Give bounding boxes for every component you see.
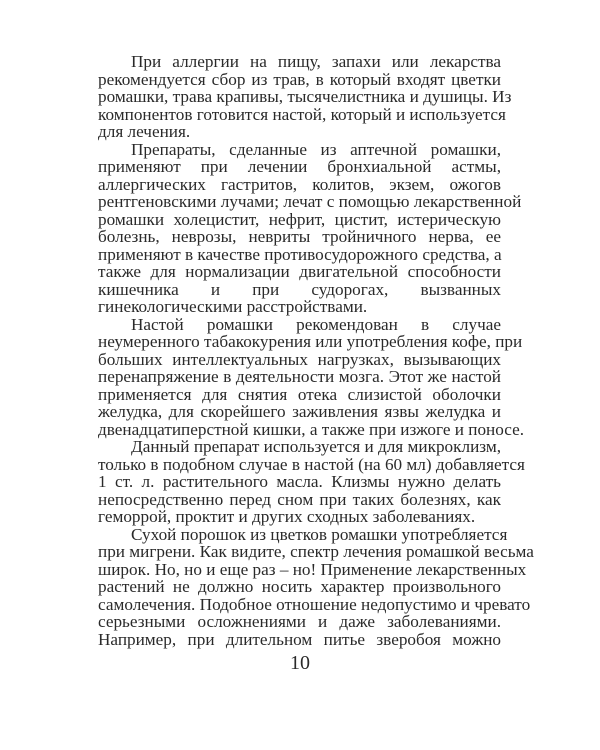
text-line: желудка, для скорейшего заживления язвы желудка и: [98, 402, 501, 421]
text-line: только в подобном случае в настой (на 60 мл) добавляется: [98, 454, 525, 474]
text-line: для лечения.: [98, 122, 191, 141]
paragraph: [98, 437, 525, 526]
text-line: Данный препарат используется и для микроклизм,: [131, 437, 501, 456]
text-line: применяют при лечении бронхиальной астмы,: [98, 157, 501, 176]
text-line: болезнь, неврозы, невриты тройничного нерва, ее: [98, 227, 501, 246]
text-line: самолечения. Подобное отношение недопустимо и чревато: [98, 594, 531, 614]
text-line: 1 ст. л. растительного масла. Клизмы нужно делать: [98, 472, 501, 491]
text-line: гинекологическими расстройствами.: [98, 297, 368, 316]
text-line: растений не должно носить характер произвольного: [98, 577, 501, 596]
paragraph: [98, 52, 512, 141]
text-line: применяется для снятия отека слизистой оболочки: [98, 384, 501, 404]
text-line: Настой ромашки рекомендован в случае: [131, 314, 501, 334]
paragraph: [98, 524, 534, 649]
text-line: перенапряжение в деятельности мозга. Этот же настой: [98, 367, 501, 386]
text-line: рекомендуется сбор из трав, в который входят цветки: [98, 69, 501, 89]
text-line: кишечника и при судорогах, вызванных: [98, 279, 501, 299]
text-line: при мигрени. Как видите, спектр лечения ромашкой весьма: [98, 542, 534, 561]
text-line: применяют в качестве противосудорожного средства, а: [98, 244, 502, 264]
body-text: [98, 52, 534, 649]
text-line: также для нормализации двигательной способности: [98, 262, 501, 281]
text-line: ромашки холецистит, нефрит, цистит, истерическую: [98, 209, 501, 229]
paragraph: [98, 314, 525, 439]
text-line: компонентов готовится настой, который и используется: [98, 104, 506, 124]
page-number: 10: [290, 652, 310, 674]
text-line: широк. Но, но и еще раз – но! Применение лекарственных: [98, 559, 527, 579]
text-line: геморрой, проктит и других сходных заболеваниях.: [98, 507, 476, 526]
text-line: При аллергии на пищу, запахи или лекарства: [131, 52, 501, 71]
text-line: серьезными осложнениями и даже заболеваниями.: [98, 612, 501, 631]
text-line: двенадцатиперстной кишки, а также при изжоге и поносе.: [98, 419, 525, 439]
text-line: Сухой порошок из цветков ромашки употребляется: [131, 524, 508, 544]
text-line: рентгеновскими лучами; лечат с помощью лекарственной: [98, 192, 522, 211]
paragraph: [98, 139, 522, 316]
text-line: Препараты, сделанные из аптечной ромашки,: [131, 139, 501, 159]
text-line: аллергических гастритов, колитов, экзем, ожогов: [98, 174, 501, 194]
text-line: больших интеллектуальных нагрузках, вызывающих: [98, 349, 501, 369]
text-line: Например, при длительном питье зверобоя можно: [98, 629, 501, 649]
text-line: неумеренного табакокурения или употребления кофе, при: [98, 332, 523, 351]
text-line: непосредственно перед сном при таких болезнях, как: [98, 489, 501, 509]
text-line: ромашки, трава крапивы, тысячелистника и душицы. Из: [98, 87, 512, 106]
